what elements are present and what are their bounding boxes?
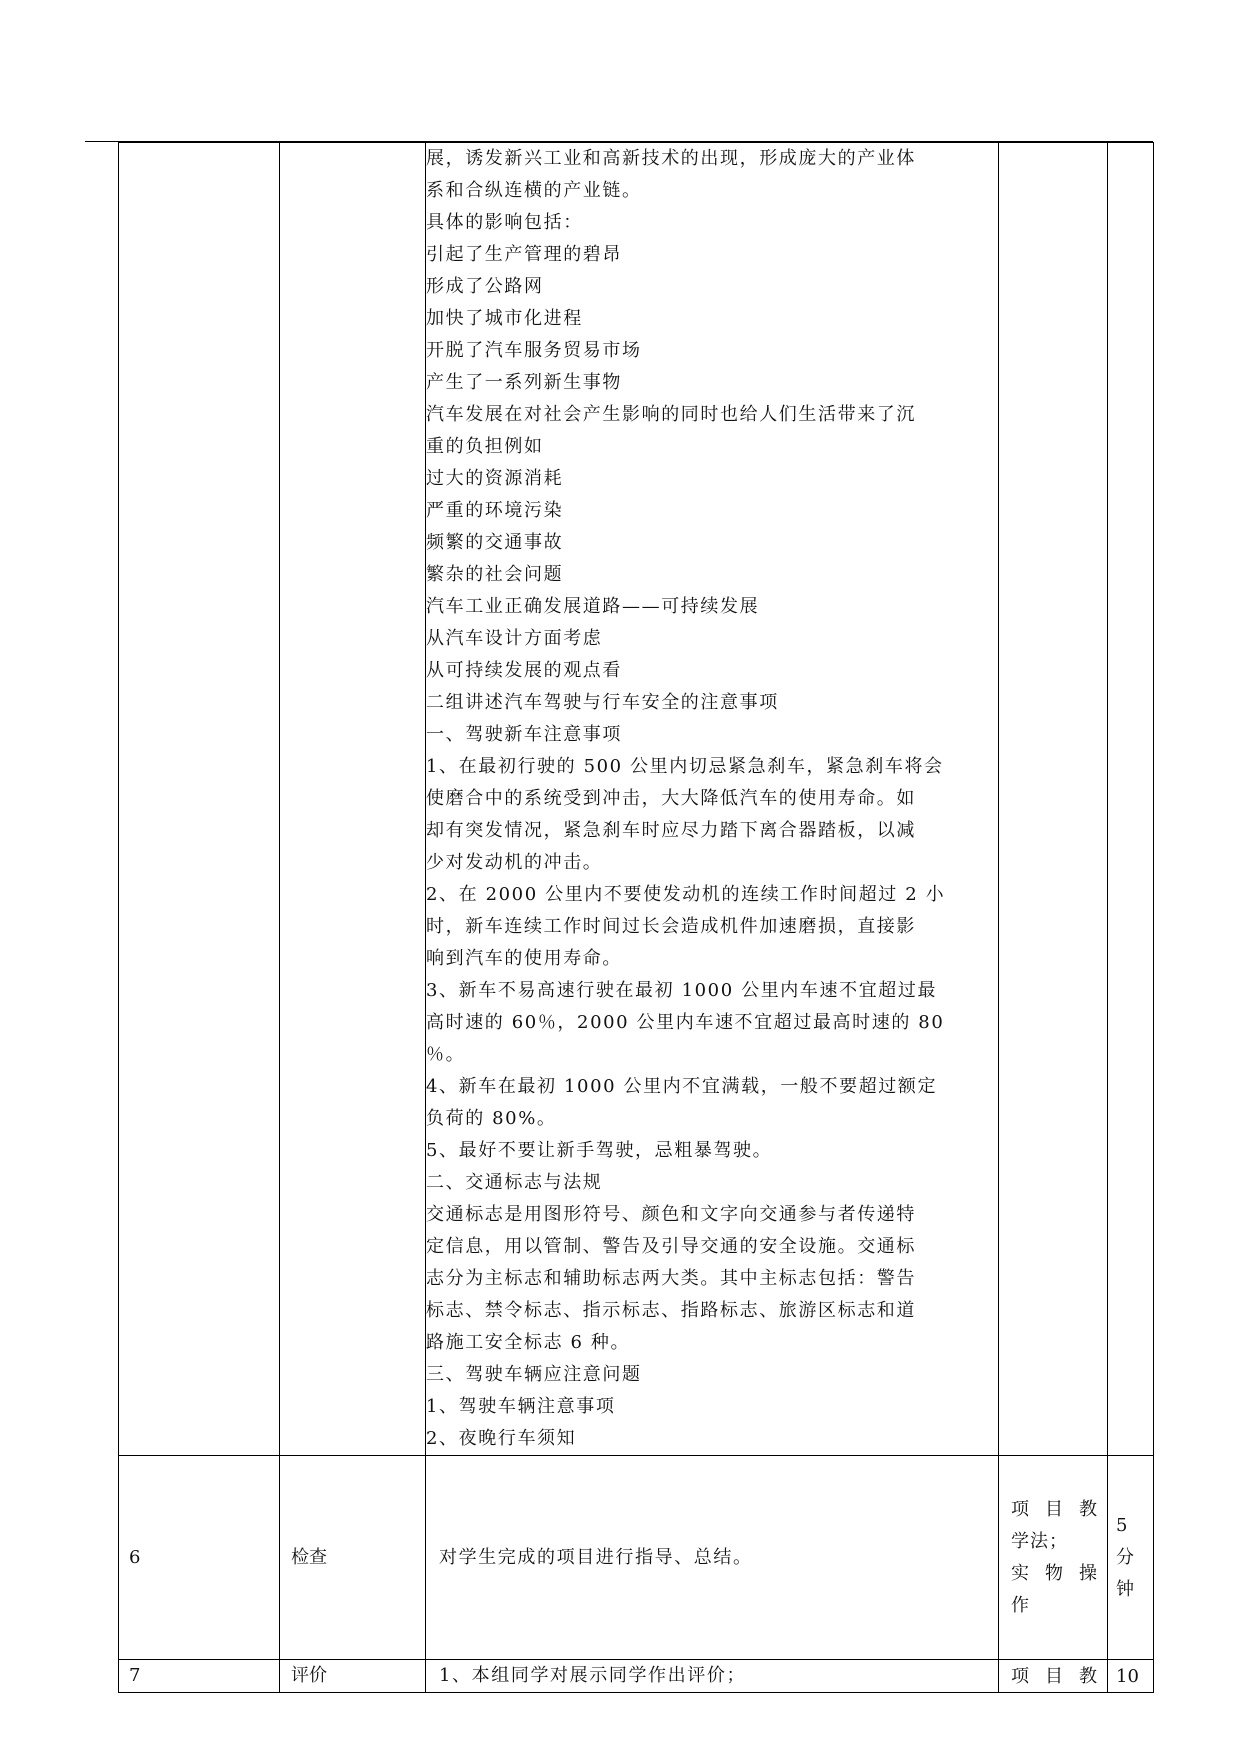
step-name: 评价 <box>280 1660 426 1693</box>
step-cell <box>280 143 426 1456</box>
content-line: 4、新车在最初 1000 公里内不宜满载，一般不要超过额定 <box>426 1076 938 1097</box>
content-line: 路施工安全标志 6 种。 <box>426 1332 631 1353</box>
content-line: 开脱了汽车服务贸易市场 <box>426 340 642 361</box>
content-line: 从可持续发展的观点看 <box>426 660 622 681</box>
content-line: 却有突发情况，紧急刹车时应尽力踏下离合器踏板，以减 <box>426 820 916 841</box>
method-line: 项目教 <box>1011 1666 1113 1687</box>
content-line: 标志、禁令标志、指示标志、指路标志、旅游区标志和道 <box>426 1300 916 1321</box>
time-line: 分 <box>1116 1546 1134 1568</box>
content-line: 时，新车连续工作时间过长会造成机件加速磨损，直接影 <box>426 916 916 937</box>
time-allocation <box>1108 1660 1154 1693</box>
content-line: 1、在最初行驶的 500 公里内切忌紧急刹车，紧急刹车将会 <box>426 756 944 777</box>
step-content: 对学生完成的项目进行指导、总结。 <box>426 1456 999 1660</box>
content-line: 引起了生产管理的碧昂 <box>426 244 622 265</box>
time-line: 钟 <box>1116 1578 1134 1600</box>
content-line: 展，诱发新兴工业和高新技术的出现，形成庞大的产业体 <box>426 148 916 169</box>
content-line: 3、新车不易高速行驶在最初 1000 公里内车速不宜超过最 <box>426 980 938 1001</box>
content-line: 汽车发展在对社会产生影响的同时也给人们生活带来了沉 <box>426 404 916 425</box>
time-cell <box>1108 143 1154 1456</box>
step-number: 6 <box>119 1456 280 1660</box>
method-line: 学法； <box>1011 1530 1068 1552</box>
content-line: 1、驾驶车辆注意事项 <box>426 1396 616 1417</box>
step-name: 检查 <box>280 1456 426 1660</box>
content-line: 重的负担例如 <box>426 436 544 457</box>
content-line: 二、交通标志与法规 <box>426 1172 603 1193</box>
step-content: 1、本组同学对展示同学作出评价； <box>426 1660 999 1693</box>
content-line: 汽车工业正确发展道路——可持续发展 <box>426 596 760 617</box>
content-line: 定信息，用以管制、警告及引导交通的安全设施。交通标 <box>426 1236 916 1257</box>
number-cell <box>119 143 280 1456</box>
time-line: 10 <box>1116 1666 1139 1687</box>
content-line: 三、驾驶车辆应注意问题 <box>426 1364 642 1385</box>
table-row-continued <box>119 143 1154 1456</box>
table-row-7 <box>119 1660 1154 1693</box>
content-line: 交通标志是用图形符号、颜色和文字向交通参与者传递特 <box>426 1204 916 1225</box>
content-line: 产生了一系列新生事物 <box>426 372 622 393</box>
content-line: 响到汽车的使用寿命。 <box>426 948 622 969</box>
lesson-plan-table <box>118 142 1154 1693</box>
content-line: 严重的环境污染 <box>426 500 564 521</box>
content-line: 形成了公路网 <box>426 276 544 297</box>
time-allocation <box>1108 1456 1154 1660</box>
content-line: ％。 <box>426 1044 466 1065</box>
table-row-6 <box>119 1456 1154 1660</box>
content-line: 繁杂的社会问题 <box>426 564 564 585</box>
content-line: 志分为主标志和辅助标志两大类。其中主标志包括：警告 <box>426 1268 916 1289</box>
teaching-method <box>999 1660 1113 1693</box>
content-line: 二组讲述汽车驾驶与行车安全的注意事项 <box>426 692 779 713</box>
content-line: 5、最好不要让新手驾驶，忌粗暴驾驶。 <box>426 1140 773 1161</box>
content-line: 过大的资源消耗 <box>426 468 564 489</box>
content-line: 负荷的 80%。 <box>426 1108 557 1129</box>
content-line: 少对发动机的冲击。 <box>426 852 603 873</box>
method-line: 实物操 <box>1011 1562 1113 1584</box>
step-number: 7 <box>119 1660 280 1693</box>
method-line: 项目教 <box>1011 1498 1113 1520</box>
content-line: 具体的影响包括： <box>426 212 583 233</box>
content-line: 频繁的交通事故 <box>426 532 564 553</box>
content-line: 从汽车设计方面考虑 <box>426 628 603 649</box>
content-line: 系和合纵连横的产业链。 <box>426 180 642 201</box>
content-line: 使磨合中的系统受到冲击，大大降低汽车的使用寿命。如 <box>426 788 916 809</box>
time-line: 5 <box>1116 1514 1128 1536</box>
content-line: 2、夜晚行车须知 <box>426 1428 577 1449</box>
method-line: 作 <box>1011 1594 1030 1616</box>
content-cell <box>426 143 999 1456</box>
teaching-method <box>999 1456 1113 1660</box>
content-line: 2、在 2000 公里内不要使发动机的连续工作时间超过 2 小 <box>426 884 946 905</box>
content-line: 加快了城市化进程 <box>426 308 583 329</box>
content-line: 一、驾驶新车注意事项 <box>426 724 622 745</box>
content-line: 高时速的 60％，2000 公里内车速不宜超过最高时速的 80 <box>426 1012 945 1033</box>
method-cell <box>999 143 1108 1456</box>
